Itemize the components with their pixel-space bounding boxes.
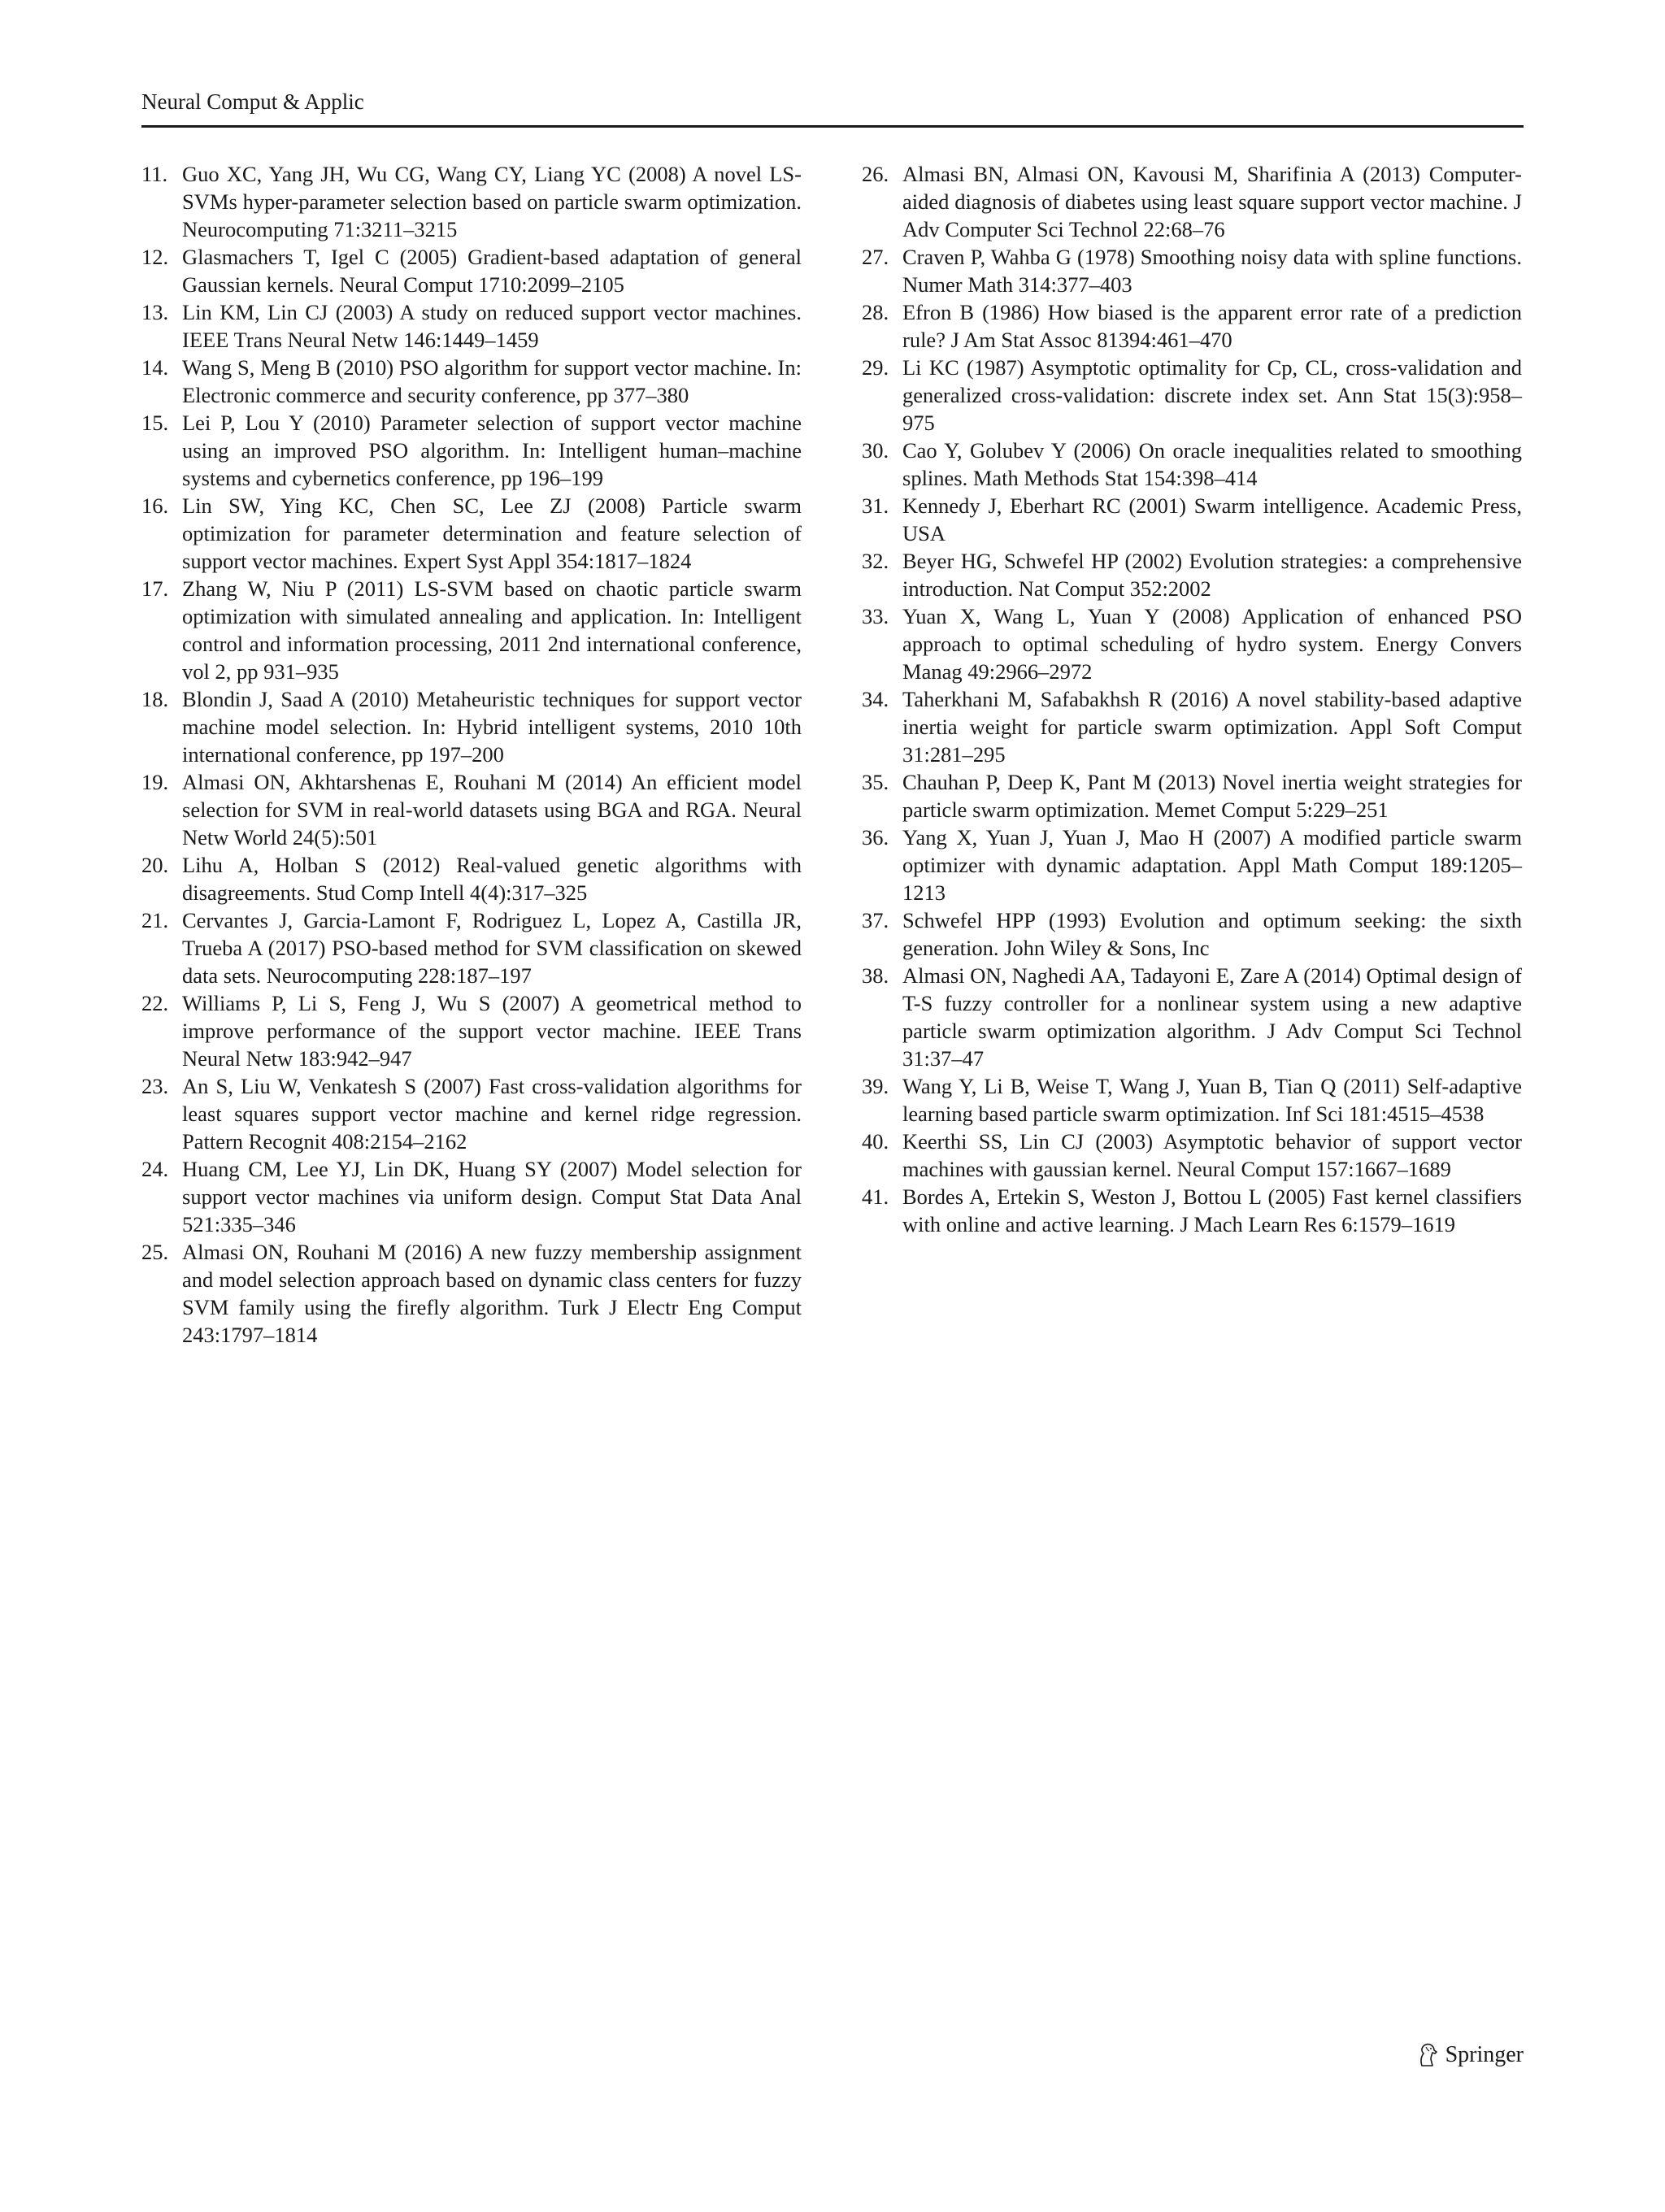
reference-item	[141, 1072, 802, 1155]
reference-text: Craven P, Wahba G (1978) Smoothing noisy data with spline functions. Numer Math 314:377–403	[902, 245, 1522, 297]
reference-text: Cervantes J, Garcia-Lamont F, Rodriguez L, Lopez A, Castilla JR, Trueba A (2017) PSO-based method for SVM classification on skewed data sets. Neurocomputing 228:187–197	[182, 908, 802, 988]
reference-number: 15.	[141, 411, 169, 435]
reference-number: 30.	[862, 438, 889, 463]
reference-number: 17.	[141, 576, 169, 601]
reference-number: 31.	[862, 493, 889, 518]
reference-text: Glasmachers T, Igel C (2005) Gradient-based adaptation of general Gaussian kernels. Neural Comput 1710:2099–2105	[182, 245, 802, 297]
reference-item	[862, 962, 1522, 1072]
reference-item	[862, 492, 1522, 547]
reference-text: Lihu A, Holban S (2012) Real-valued genetic algorithms with disagreements. Stud Comp Intell 4(4):317–325	[182, 853, 802, 905]
reference-text: Almasi BN, Almasi ON, Kavousi M, Sharifinia A (2013) Computer-aided diagnosis of diabetes using least square support vector machine. J Adv Computer Sci Technol 22:68–76	[902, 162, 1522, 241]
reference-number: 34.	[862, 687, 889, 711]
reference-number: 13.	[141, 300, 169, 324]
reference-text: Efron B (1986) How biased is the apparent error rate of a prediction rule? J Am Stat Assoc 81394:461–470	[902, 300, 1522, 352]
reference-number: 21.	[141, 908, 169, 932]
reference-text: Zhang W, Niu P (2011) LS-SVM based on chaotic particle swarm optimization with simulated annealing and application. In: Intelligent control and information processing, 2011 2nd international conference, vol 2, pp 931–935	[182, 576, 802, 684]
reference-item	[862, 160, 1522, 243]
reference-text: Yang X, Yuan J, Yuan J, Mao H (2007) A modified particle swarm optimizer with dynamic adaptation. Appl Math Comput 189:1205–1213	[902, 825, 1522, 905]
reference-number: 19.	[141, 770, 169, 794]
reference-text: Kennedy J, Eberhart RC (2001) Swarm intelligence. Academic Press, USA	[902, 493, 1522, 545]
reference-item	[862, 602, 1522, 685]
reference-text: Schwefel HPP (1993) Evolution and optimum seeking: the sixth generation. John Wiley & Sons, Inc	[902, 908, 1522, 960]
reference-text: Li KC (1987) Asymptotic optimality for Cp, CL, cross-validation and generalized cross-validation: discrete index set. Ann Stat 15(3):958–975	[902, 355, 1522, 435]
reference-text: Chauhan P, Deep K, Pant M (2013) Novel inertia weight strategies for particle swarm optimization. Memet Comput 5:229–251	[902, 770, 1522, 822]
reference-item	[862, 298, 1522, 354]
header-rule	[141, 125, 1524, 128]
reference-item	[141, 243, 802, 298]
reference-item	[141, 685, 802, 768]
reference-number: 40.	[862, 1129, 889, 1154]
running-head: Neural Comput & Applic	[141, 89, 364, 114]
reference-item	[141, 354, 802, 409]
reference-text: Blondin J, Saad A (2010) Metaheuristic techniques for support vector machine model selection. In: Hybrid intelligent systems, 2010 10th international conference, pp 197–200	[182, 687, 802, 767]
reference-item	[862, 243, 1522, 298]
reference-list-right	[862, 160, 1522, 1238]
reference-number: 22.	[141, 991, 169, 1015]
reference-number: 25.	[141, 1240, 169, 1264]
reference-number: 38.	[862, 963, 889, 988]
reference-item	[141, 989, 802, 1072]
reference-text: Bordes A, Ertekin S, Weston J, Bottou L (2005) Fast kernel classifiers with online and active learning. J Mach Learn Res 6:1579–1619	[902, 1184, 1522, 1236]
reference-item	[141, 492, 802, 575]
reference-number: 11.	[141, 162, 168, 186]
reference-text: Wang S, Meng B (2010) PSO algorithm for support vector machine. In: Electronic commerce and security conference, pp 377–380	[182, 355, 802, 407]
reference-item	[141, 1155, 802, 1238]
reference-item	[141, 1238, 802, 1349]
reference-item	[862, 906, 1522, 962]
reference-text: Guo XC, Yang JH, Wu CG, Wang CY, Liang YC (2008) A novel LS-SVMs hyper-parameter selection based on particle swarm optimization. Neurocomputing 71:3211–3215	[182, 162, 802, 241]
reference-number: 28.	[862, 300, 889, 324]
reference-item	[862, 437, 1522, 492]
reference-number: 23.	[141, 1074, 169, 1098]
reference-number: 24.	[141, 1157, 169, 1181]
reference-text: Taherkhani M, Safabakhsh R (2016) A novel stability-based adaptive inertia weight for particle swarm optimization. Appl Soft Comput 31:281–295	[902, 687, 1522, 767]
reference-number: 16.	[141, 493, 169, 518]
reference-number: 39.	[862, 1074, 889, 1098]
reference-item	[862, 685, 1522, 768]
reference-item	[862, 1072, 1522, 1128]
reference-number: 27.	[862, 245, 889, 269]
reference-number: 41.	[862, 1184, 889, 1209]
springer-horse-icon	[1415, 2042, 1439, 2068]
reference-text: Beyer HG, Schwefel HP (2002) Evolution strategies: a comprehensive introduction. Nat Comput 352:2002	[902, 549, 1522, 601]
reference-text: Williams P, Li S, Feng J, Wu S (2007) A geometrical method to improve performance of the support vector machine. IEEE Trans Neural Netw 183:942–947	[182, 991, 802, 1071]
reference-number: 32.	[862, 549, 889, 573]
reference-item	[862, 354, 1522, 437]
reference-text: An S, Liu W, Venkatesh S (2007) Fast cross-validation algorithms for least squares support vector machine and kernel ridge regression. Pattern Recognit 408:2154–2162	[182, 1074, 802, 1154]
reference-number: 20.	[141, 853, 169, 877]
reference-number: 35.	[862, 770, 889, 794]
reference-text: Lin KM, Lin CJ (2003) A study on reduced support vector machines. IEEE Trans Neural Netw 146:1449–1459	[182, 300, 802, 352]
reference-text: Almasi ON, Naghedi AA, Tadayoni E, Zare A (2014) Optimal design of T-S fuzzy controller for a nonlinear system using a new adaptive particle swarm optimization algorithm. J Adv Comput Sci Technol 31:37–47	[902, 963, 1522, 1071]
reference-text: Cao Y, Golubev Y (2006) On oracle inequalities related to smoothing splines. Math Methods Stat 154:398–414	[902, 438, 1522, 490]
reference-item	[862, 824, 1522, 906]
reference-number: 18.	[141, 687, 169, 711]
reference-number: 14.	[141, 355, 169, 380]
reference-text: Almasi ON, Rouhani M (2016) A new fuzzy membership assignment and model selection approach based on dynamic class centers for fuzzy SVM family using the firefly algorithm. Turk J Electr Eng Comput 243:1797–1814	[182, 1240, 802, 1347]
reference-item	[862, 1183, 1522, 1238]
reference-number: 29.	[862, 355, 889, 380]
publisher-name: Springer	[1445, 2042, 1524, 2067]
reference-item	[141, 160, 802, 243]
reference-text: Wang Y, Li B, Weise T, Wang J, Yuan B, Tian Q (2011) Self-adaptive learning based particle swarm optimization. Inf Sci 181:4515–4538	[902, 1074, 1522, 1126]
reference-number: 12.	[141, 245, 169, 269]
reference-text: Almasi ON, Akhtarshenas E, Rouhani M (2014) An efficient model selection for SVM in real-world datasets using BGA and RGA. Neural Netw World 24(5):501	[182, 770, 802, 850]
reference-item	[141, 298, 802, 354]
reference-number: 36.	[862, 825, 889, 850]
reference-number: 37.	[862, 908, 889, 932]
reference-number: 26.	[862, 162, 889, 186]
reference-item	[141, 768, 802, 851]
reference-item	[141, 575, 802, 685]
publisher-logo	[1415, 2042, 1524, 2068]
reference-item	[141, 906, 802, 989]
reference-item	[862, 547, 1522, 602]
reference-text: Yuan X, Wang L, Yuan Y (2008) Application of enhanced PSO approach to optimal scheduling of hydro system. Energy Convers Manag 49:2966–2972	[902, 604, 1522, 684]
reference-list-left	[141, 160, 802, 1349]
reference-text: Keerthi SS, Lin CJ (2003) Asymptotic behavior of support vector machines with gaussian kernel. Neural Comput 157:1667–1689	[902, 1129, 1522, 1181]
reference-item	[862, 1128, 1522, 1183]
reference-item	[862, 768, 1522, 824]
reference-item	[141, 409, 802, 492]
reference-text: Lei P, Lou Y (2010) Parameter selection of support vector machine using an improved PSO algorithm. In: Intelligent human–machine systems and cybernetics conference, pp 196–199	[182, 411, 802, 490]
reference-text: Lin SW, Ying KC, Chen SC, Lee ZJ (2008) Particle swarm optimization for parameter determination and feature selection of support vector machines. Expert Syst Appl 354:1817–1824	[182, 493, 802, 573]
reference-item	[141, 851, 802, 906]
reference-text: Huang CM, Lee YJ, Lin DK, Huang SY (2007) Model selection for support vector machines via uniform design. Comput Stat Data Anal 521:335–346	[182, 1157, 802, 1236]
reference-number: 33.	[862, 604, 889, 628]
